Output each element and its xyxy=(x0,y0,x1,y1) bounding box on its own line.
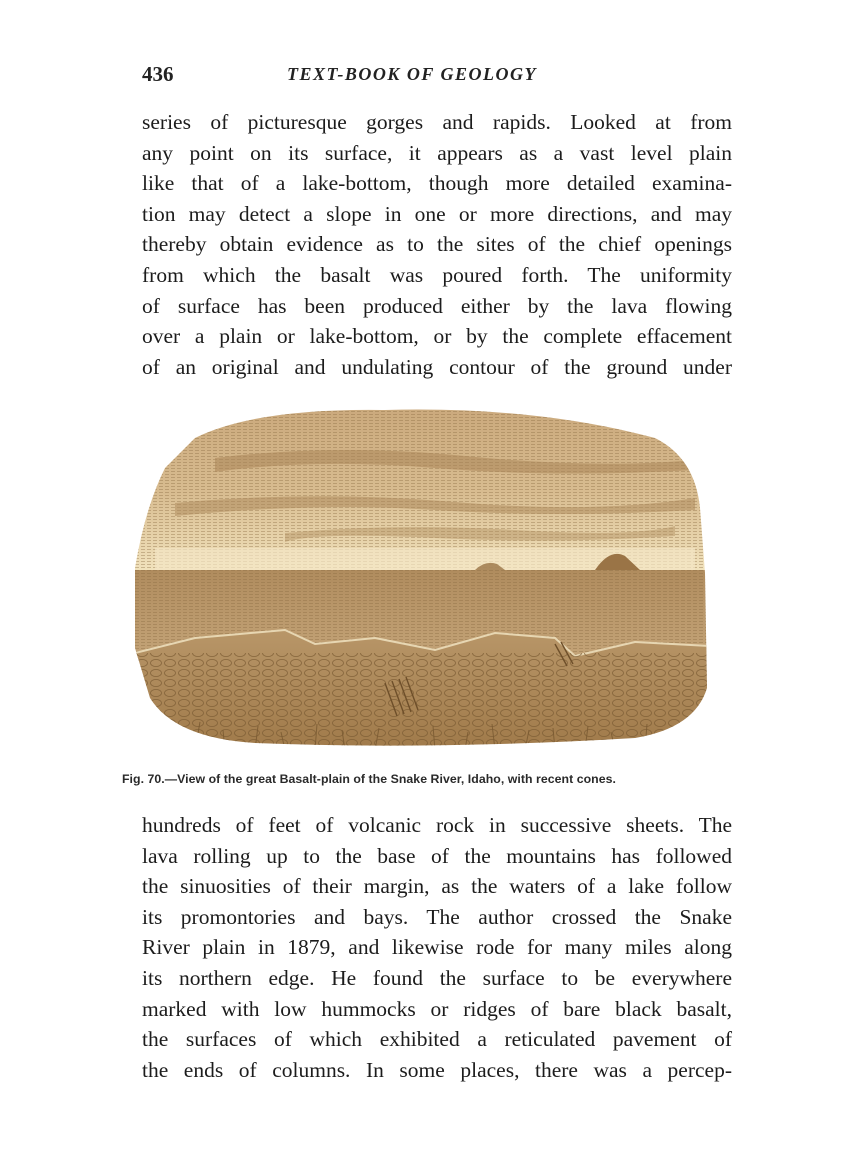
text-line: of an original and undulating contour of the ground under xyxy=(142,354,732,379)
text-line: of surface has been produced either by the lava flowing xyxy=(142,293,732,318)
text-line: from which the basalt was poured forth. The uniformity xyxy=(142,262,732,287)
running-title: TEXT-BOOK OF GEOLOGY xyxy=(287,64,538,84)
text-line: tion may detect a slope in one or more directions, and may xyxy=(142,201,732,226)
body-text-bottom xyxy=(142,810,732,1085)
page-number: 436 xyxy=(142,62,174,86)
text-line: the surfaces of which exhibited a reticulated pavement of xyxy=(142,1027,732,1052)
basalt-plain-illustration xyxy=(135,398,710,750)
text-line: the sinuosities of their margin, as the waters of a lake follow xyxy=(142,874,732,899)
text-line: over a plain or lake-bottom, or by the complete effacement xyxy=(142,324,732,349)
body-text-top xyxy=(142,107,732,382)
running-head xyxy=(142,62,742,90)
text-line: its promontories and bays. The author crossed the Snake xyxy=(142,904,732,929)
text-line: the ends of columns. In some places, there was a percep- xyxy=(142,1057,732,1082)
text-line: any point on its surface, it appears as a vast level plain xyxy=(142,140,732,165)
text-line: hundreds of feet of volcanic rock in successive sheets. The xyxy=(142,813,732,837)
text-line: series of picturesque gorges and rapids. Looked at from xyxy=(142,110,732,134)
text-line: thereby obtain evidence as to the sites of the chief openings xyxy=(142,232,732,257)
text-line: marked with low hummocks or ridges of bare black basalt, xyxy=(142,996,732,1021)
engraving-illustration xyxy=(135,398,710,750)
text-line: its northern edge. He found the surface to be everywhere xyxy=(142,965,732,990)
text-line: River plain in 1879, and likewise rode for many miles along xyxy=(142,935,732,960)
text-line: like that of a lake-bottom, though more detailed examina- xyxy=(142,171,732,196)
figure-caption: Fig. 70.—View of the great Basalt-plain of the Snake River, Idaho, with recent cones. xyxy=(122,772,616,786)
text-line: lava rolling up to the base of the mountains has followed xyxy=(142,843,732,868)
